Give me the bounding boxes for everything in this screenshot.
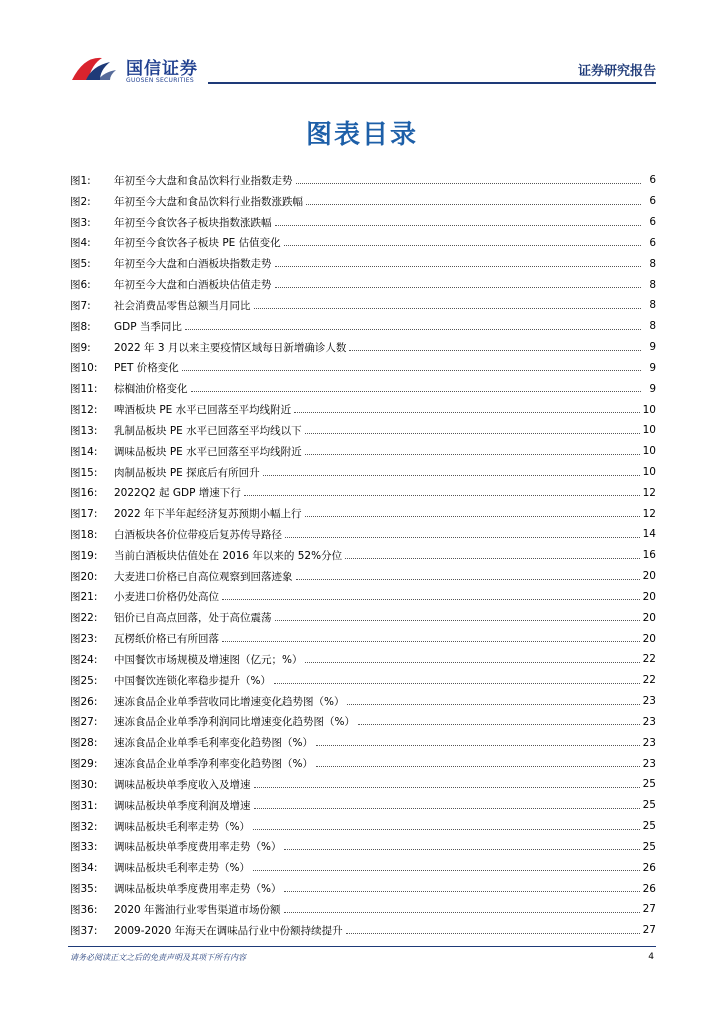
toc-dot-leader	[294, 412, 639, 413]
toc-entry-page: 23	[642, 757, 656, 770]
toc-entry-page: 20	[642, 611, 656, 624]
toc-dot-leader	[275, 266, 642, 267]
toc-entry-label: 图2:	[70, 195, 91, 208]
toc-entry-title: PET 价格变化	[114, 362, 179, 375]
toc-dot-leader	[345, 558, 640, 559]
toc-entry[interactable]	[70, 357, 656, 378]
toc-entry-page: 6	[649, 236, 656, 249]
toc-entry-title: 调味品板块毛利率走势（%）	[114, 862, 250, 875]
toc-entry-page: 20	[642, 590, 656, 603]
toc-entry[interactable]	[70, 212, 656, 233]
toc-dot-leader	[275, 620, 640, 621]
toc-entry-label: 图23:	[70, 633, 98, 646]
logo-chinese-name: 国信证券	[126, 59, 198, 79]
toc-entry-label: 图29:	[70, 758, 98, 771]
toc-entry-page: 9	[649, 382, 656, 395]
toc-entry-label: 图31:	[70, 799, 98, 812]
toc-entry-title: 棕榈油价格变化	[114, 383, 188, 396]
toc-entry-title: 速冻食品企业单季营收同比增速变化趋势图（%）	[114, 695, 345, 708]
toc-entry-label: 图8:	[70, 320, 91, 333]
toc-entry-page: 6	[649, 174, 656, 187]
toc-entry-page: 6	[649, 216, 656, 229]
toc-dot-leader	[185, 329, 641, 330]
toc-entry-title: 速冻食品企业单季净利润同比增速变化趋势图（%）	[114, 716, 355, 729]
toc-entry-label: 图7:	[70, 299, 91, 312]
toc-entry-title: 速冻食品企业单季毛利率变化趋势图（%）	[114, 737, 313, 750]
toc-dot-leader	[244, 495, 640, 496]
toc-entry[interactable]	[70, 399, 656, 420]
toc-entry-page: 27	[642, 903, 656, 916]
toc-entry-label: 图22:	[70, 612, 98, 625]
toc-entry-label: 图1:	[70, 174, 91, 187]
toc-entry-page: 9	[649, 341, 656, 354]
toc-entry-title: 年初至今食饮各子板块指数涨跌幅	[114, 216, 272, 229]
toc-entry[interactable]	[70, 482, 656, 503]
toc-entry-title: 中国餐饮市场规模及增速图（亿元；%）	[114, 653, 303, 666]
toc-entry-page: 27	[642, 924, 656, 937]
toc-dot-leader	[284, 891, 639, 892]
toc-entry-title: 乳制品板块 PE 水平已回落至平均线以下	[114, 424, 302, 437]
toc-dot-leader	[284, 849, 639, 850]
toc-entry-title: 速冻食品企业单季净利率变化趋势图（%）	[114, 758, 313, 771]
toc-dot-leader	[358, 724, 640, 725]
toc-entry-label: 图6:	[70, 279, 91, 292]
page-header	[0, 0, 724, 90]
toc-entry-page: 8	[649, 320, 656, 333]
page-number: 4	[648, 952, 654, 962]
toc-dot-leader	[347, 704, 639, 705]
footer-disclaimer: 请务必阅读正文之后的免责声明及其项下所有内容	[70, 953, 246, 962]
toc-entry[interactable]	[70, 420, 656, 441]
toc-entry-label: 图27:	[70, 716, 98, 729]
toc-entry-label: 图9:	[70, 341, 91, 354]
toc-entry-label: 图14:	[70, 445, 98, 458]
toc-entry-title: 2022 年 3 月以来主要疫情区域每日新增确诊人数	[114, 341, 347, 354]
toc-entry[interactable]	[70, 232, 656, 253]
toc-entry-title: 年初至今大盘和食品饮料行业指数涨跌幅	[114, 195, 303, 208]
toc-dot-leader	[222, 599, 640, 600]
toc-entry-label: 图25:	[70, 674, 98, 687]
toc-entry-label: 图21:	[70, 591, 98, 604]
toc-dot-leader	[284, 912, 640, 913]
toc-entry-title: 2020 年酱油行业零售渠道市场份额	[114, 903, 281, 916]
toc-entry-page: 10	[642, 403, 656, 416]
toc-entry-title: 铝价已自高点回落，处于高位震荡	[114, 612, 272, 625]
toc-dot-leader	[306, 204, 641, 205]
toc-entry-page: 8	[649, 257, 656, 270]
toc-entry[interactable]	[70, 253, 656, 274]
toc-entry[interactable]	[70, 628, 656, 649]
toc-entry[interactable]	[70, 899, 656, 920]
toc-dot-leader	[305, 516, 640, 517]
toc-entry-label: 图12:	[70, 404, 98, 417]
toc-entry-title: 白酒板块各价位带疫后复苏传导路径	[114, 528, 282, 541]
header-divider	[208, 82, 656, 84]
toc-entry-page: 8	[649, 299, 656, 312]
toc-entry-title: 年初至今大盘和食品饮料行业指数走势	[114, 174, 293, 187]
toc-entry-title: 瓦楞纸价格已有所回落	[114, 633, 219, 646]
toc-entry-label: 图4:	[70, 237, 91, 250]
toc-entry-title: 调味品板块 PE 水平已回落至平均线附近	[114, 445, 302, 458]
toc-entry[interactable]	[70, 316, 656, 337]
toc-entry[interactable]	[70, 753, 656, 774]
toc-entry-title: 调味品板块单季度收入及增速	[114, 778, 251, 791]
figure-index-list	[70, 170, 656, 941]
toc-dot-leader	[182, 370, 641, 371]
toc-entry-label: 图10:	[70, 362, 98, 375]
toc-entry-label: 图16:	[70, 487, 98, 500]
guosen-logo-mark-icon	[70, 54, 118, 84]
toc-dot-leader	[274, 683, 640, 684]
toc-dot-leader	[222, 641, 640, 642]
report-type-label: 证券研究报告	[577, 64, 656, 79]
toc-entry-label: 图33:	[70, 841, 98, 854]
toc-entry-title: 年初至今食饮各子板块 PE 估值变化	[114, 237, 281, 250]
toc-entry[interactable]	[70, 920, 656, 941]
toc-entry-label: 图17:	[70, 508, 98, 521]
toc-dot-leader	[191, 391, 642, 392]
toc-entry[interactable]	[70, 566, 656, 587]
toc-entry-title: 调味品板块单季度费用率走势（%）	[114, 883, 282, 896]
toc-entry-label: 图20:	[70, 570, 98, 583]
toc-entry-page: 12	[642, 507, 656, 520]
toc-entry[interactable]	[70, 691, 656, 712]
toc-entry-page: 22	[642, 653, 656, 666]
toc-entry-page: 10	[642, 424, 656, 437]
toc-dot-leader	[316, 766, 640, 767]
toc-dot-leader	[254, 787, 640, 788]
toc-entry[interactable]	[70, 712, 656, 733]
toc-dot-leader	[305, 433, 640, 434]
toc-entry[interactable]	[70, 295, 656, 316]
toc-entry-page: 20	[642, 570, 656, 583]
toc-dot-leader	[253, 870, 640, 871]
toc-entry-page: 25	[642, 778, 656, 791]
toc-entry-title: 调味品板块毛利率走势（%）	[114, 820, 250, 833]
toc-entry-page: 22	[642, 674, 656, 687]
toc-entry[interactable]	[70, 337, 656, 358]
toc-entry-title: 调味品板块单季度利润及增速	[114, 799, 251, 812]
toc-entry-page: 23	[642, 715, 656, 728]
toc-dot-leader	[254, 808, 640, 809]
toc-entry-title: 调味品板块单季度费用率走势（%）	[114, 841, 282, 854]
toc-dot-leader	[263, 475, 640, 476]
toc-entry-label: 图36:	[70, 903, 98, 916]
toc-entry-label: 图26:	[70, 695, 98, 708]
toc-dot-leader	[253, 829, 640, 830]
toc-entry-label: 图28:	[70, 737, 98, 750]
toc-dot-leader	[296, 579, 640, 580]
toc-entry-label: 图13:	[70, 424, 98, 437]
toc-entry[interactable]	[70, 649, 656, 670]
toc-dot-leader	[305, 454, 640, 455]
toc-entry[interactable]	[70, 274, 656, 295]
toc-entry-title: 2022 年下半年起经济复苏预期小幅上行	[114, 508, 302, 521]
toc-entry[interactable]	[70, 732, 656, 753]
toc-entry-title: 当前白酒板块估值处在 2016 年以来的 52%分位	[114, 549, 343, 562]
toc-entry[interactable]	[70, 503, 656, 524]
toc-entry-title: 大麦进口价格已自高位观察到回落迹象	[114, 570, 293, 583]
toc-entry-label: 图3:	[70, 216, 91, 229]
toc-entry-label: 图19:	[70, 549, 98, 562]
toc-entry-title: 社会消费品零售总额当月同比	[114, 299, 251, 312]
toc-entry[interactable]	[70, 378, 656, 399]
toc-entry-label: 图24:	[70, 653, 98, 666]
toc-entry-label: 图34:	[70, 862, 98, 875]
toc-entry-page: 25	[642, 840, 656, 853]
toc-entry-page: 8	[649, 278, 656, 291]
toc-entry[interactable]	[70, 441, 656, 462]
toc-entry-title: 2009-2020 年海天在调味品行业中份额持续提升	[114, 924, 343, 937]
toc-entry-label: 图32:	[70, 820, 98, 833]
toc-entry-label: 图35:	[70, 883, 98, 896]
toc-entry-page: 26	[642, 882, 656, 895]
toc-entry-title: GDP 当季同比	[114, 320, 182, 333]
toc-entry-page: 23	[642, 736, 656, 749]
toc-dot-leader	[285, 537, 640, 538]
toc-entry[interactable]	[70, 795, 656, 816]
toc-entry-page: 12	[642, 486, 656, 499]
page-title: 图表目录	[305, 120, 418, 150]
toc-entry-label: 图15:	[70, 466, 98, 479]
toc-entry[interactable]	[70, 670, 656, 691]
toc-entry-label: 图37:	[70, 924, 98, 937]
toc-dot-leader	[346, 933, 640, 934]
toc-entry[interactable]	[70, 587, 656, 608]
toc-entry-page: 9	[649, 361, 656, 374]
toc-entry[interactable]	[70, 462, 656, 483]
toc-entry[interactable]	[70, 816, 656, 837]
toc-dot-leader	[296, 183, 642, 184]
toc-dot-leader	[305, 662, 639, 663]
toc-dot-leader	[275, 287, 642, 288]
toc-entry-page: 23	[642, 695, 656, 708]
toc-dot-leader	[316, 745, 640, 746]
toc-entry[interactable]	[70, 878, 656, 899]
toc-entry-title: 年初至今大盘和白酒板块指数走势	[114, 258, 272, 271]
toc-entry-label: 图30:	[70, 778, 98, 791]
toc-entry-page: 6	[649, 195, 656, 208]
toc-dot-leader	[284, 245, 641, 246]
toc-entry[interactable]	[70, 837, 656, 858]
toc-entry-page: 10	[642, 466, 656, 478]
toc-entry-page: 26	[642, 861, 656, 874]
toc-entry-page: 25	[642, 820, 656, 833]
toc-entry-title: 啤酒板块 PE 水平已回落至平均线附近	[114, 404, 292, 417]
toc-entry-page: 20	[642, 632, 656, 645]
toc-dot-leader	[275, 225, 642, 226]
toc-entry-title: 小麦进口价格仍处高位	[114, 591, 219, 604]
toc-entry-page: 25	[642, 799, 656, 812]
toc-entry-title: 中国餐饮连锁化率稳步提升（%）	[114, 674, 271, 687]
toc-entry-page: 16	[642, 549, 656, 562]
toc-entry-title: 肉制品板块 PE 探底后有所回升	[114, 466, 260, 479]
toc-dot-leader	[254, 308, 642, 309]
toc-dot-leader	[349, 350, 641, 351]
logo-english-name: GUOSEN SECURITIES	[126, 77, 195, 84]
toc-entry[interactable]	[70, 774, 656, 795]
toc-entry[interactable]	[70, 524, 656, 545]
toc-entry-label: 图18:	[70, 528, 98, 541]
toc-entry-title: 2022Q2 起 GDP 增速下行	[114, 487, 241, 500]
toc-entry-title: 年初至今大盘和白酒板块估值走势	[114, 279, 272, 292]
toc-entry[interactable]	[70, 607, 656, 628]
toc-entry[interactable]	[70, 857, 656, 878]
toc-entry-page: 14	[642, 528, 656, 541]
toc-entry[interactable]	[70, 545, 656, 566]
footer-divider	[68, 946, 656, 947]
toc-entry[interactable]	[70, 191, 656, 212]
toc-entry-page: 10	[642, 445, 656, 458]
toc-entry-label: 图11:	[70, 383, 98, 396]
toc-entry-label: 图5:	[70, 258, 91, 271]
toc-entry[interactable]	[70, 170, 656, 191]
